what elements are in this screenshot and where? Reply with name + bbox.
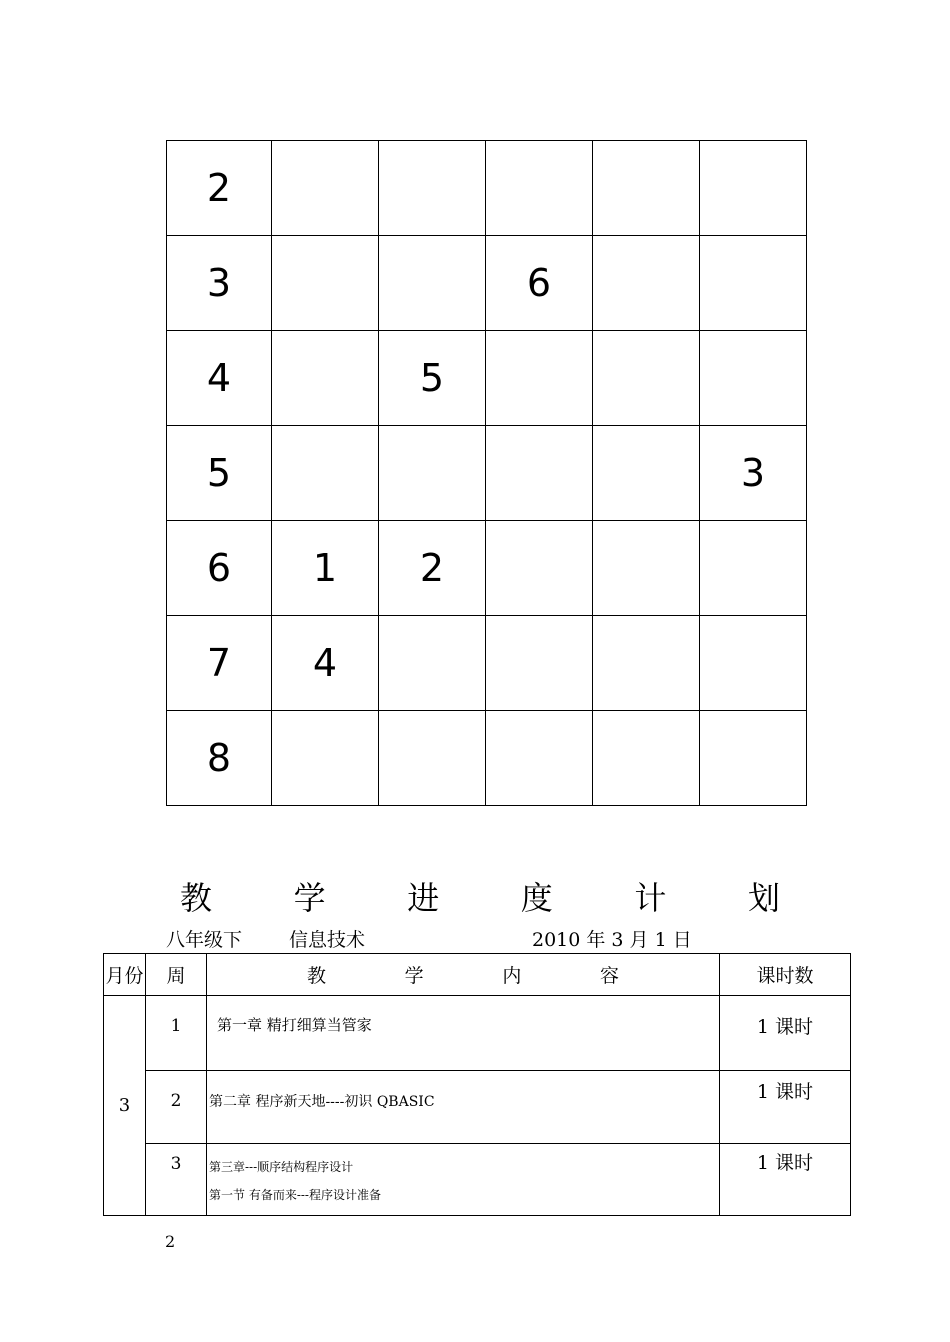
grid-cell: 4 [272,616,379,711]
grid-cell: 2 [167,141,272,236]
grid-cell [486,426,593,521]
month-cell: 3 [104,996,146,1216]
hours-cell: 1 课时 [720,996,851,1071]
week-cell: 3 [146,1144,207,1216]
header-content-char: 内 [502,965,522,987]
grid-cell [593,426,700,521]
grid-cell [593,711,700,806]
grid-row [167,616,807,711]
grid-row [167,426,807,521]
grid-row [167,711,807,806]
header-month: 月份 [104,954,146,996]
grid-cell: 5 [167,426,272,521]
date-label: 2010 年 3 月 1 日 [532,929,692,951]
grid-cell [700,331,807,426]
week-cell: 1 [146,996,207,1071]
header-content-char: 学 [404,965,424,987]
grid-cell: 6 [167,521,272,616]
content-line: 第一节 有备而来---程序设计准备 [209,1188,381,1202]
header-content-char: 容 [599,965,619,987]
grid-cell [486,616,593,711]
plan-title [180,876,780,920]
content-cell [207,996,720,1071]
hours-cell: 1 课时 [720,1144,851,1216]
plan-title-char: 学 [293,879,326,917]
page-number: 2 [165,1232,176,1251]
plan-title-char: 度 [520,879,553,917]
number-grid [166,140,807,806]
grid-cell: 3 [700,426,807,521]
table-row [104,996,851,1071]
grid-cell: 5 [379,331,486,426]
grid-cell [486,331,593,426]
grade-label: 八年级下 [166,929,243,951]
week-cell: 2 [146,1071,207,1144]
grid-cell [379,616,486,711]
content-line: 第二章 程序新天地----初识 QBASIC [209,1094,435,1110]
header-week: 周 [146,954,207,996]
grid-cell: 6 [486,236,593,331]
grid-row [167,521,807,616]
grid-cell [486,141,593,236]
content-cell [207,1144,720,1216]
content-line: 第三章---顺序结构程序设计 [209,1160,354,1174]
grid-cell [700,141,807,236]
content-cell [207,1071,720,1144]
grid-cell [700,521,807,616]
grid-cell [700,616,807,711]
grid-cell [272,141,379,236]
grid-cell [593,616,700,711]
grid-row [167,236,807,331]
grid-cell [379,426,486,521]
grid-cell: 2 [379,521,486,616]
grid-cell [593,521,700,616]
plan-title-char: 计 [634,879,667,917]
grid-cell: 4 [167,331,272,426]
hours-cell: 1 课时 [720,1071,851,1144]
plan-title-char: 进 [407,879,440,917]
teaching-plan-table [103,953,851,1216]
grid-cell [486,521,593,616]
table-row [104,1071,851,1144]
header-hours: 课时数 [720,954,851,996]
grid-cell [700,236,807,331]
grid-cell [593,331,700,426]
grid-cell: 7 [167,616,272,711]
grid-row [167,331,807,426]
grid-cell: 1 [272,521,379,616]
grid-row [167,141,807,236]
header-content [207,954,720,996]
table-header-row [104,954,851,996]
grid-cell [272,331,379,426]
table-row [104,1144,851,1216]
content-line: 第一章 精打细算当管家 [217,1016,372,1034]
plan-title-char: 教 [180,879,213,917]
grid-cell [700,711,807,806]
grid-cell [379,711,486,806]
grid-cell: 8 [167,711,272,806]
subject-label: 信息技术 [289,929,366,951]
grid-cell [593,236,700,331]
grid-cell: 3 [167,236,272,331]
grid-cell [486,711,593,806]
header-content-char: 教 [307,965,327,987]
plan-title-char: 划 [747,879,780,917]
grid-cell [379,141,486,236]
grid-cell [379,236,486,331]
grid-cell [593,141,700,236]
grid-cell [272,236,379,331]
grid-cell [272,426,379,521]
grid-cell [272,711,379,806]
